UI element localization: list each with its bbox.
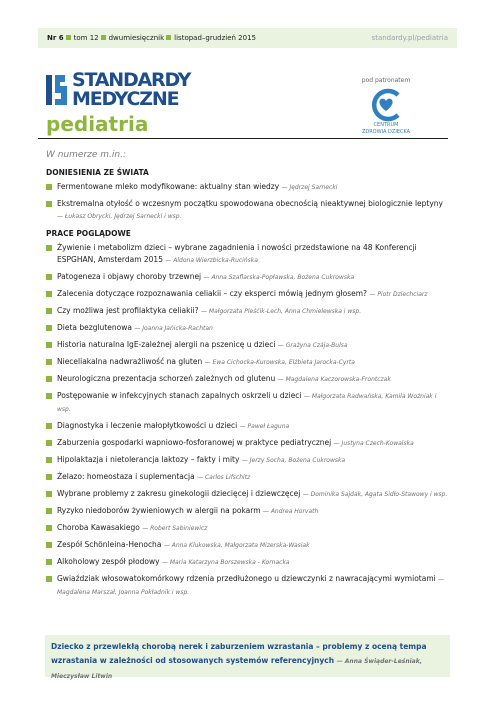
bullet-square-icon xyxy=(46,423,52,429)
featured-article-authors: — Anna Świąder-Leśniak, Mieczysław Litwin xyxy=(51,658,422,680)
section-heading: PRACE POGLĄDOWE xyxy=(46,229,131,238)
toc-item-authors: — Anna Szaflarska-Popławska, Bożena Cukrowska xyxy=(203,274,355,281)
toc-item[interactable] xyxy=(46,198,450,223)
toc-item[interactable] xyxy=(46,242,450,267)
bullet-square-icon xyxy=(46,274,52,280)
toc-item-title: Historia naturalna IgE-zależnej alergii na pszenicę u dzieci xyxy=(57,340,276,349)
journal-logo-icon xyxy=(46,73,68,107)
bullet-square-icon xyxy=(46,457,52,463)
section-heading: DONIESIENIA ZE ŚWIATA xyxy=(46,168,149,177)
toc-item-title: Alkoholowy zespół płodowy xyxy=(57,557,160,566)
bullet-square-icon xyxy=(46,325,52,331)
period: listopad–grudzień 2015 xyxy=(174,34,256,42)
toc-item[interactable] xyxy=(46,471,450,484)
bullet-square-icon xyxy=(46,525,52,531)
toc-item-title: Czy możliwa jest profilaktyka celiakii? xyxy=(57,306,199,315)
toc-item-title: Żywienie i metabolizm dzieci – wybrane zagadnienia i nowości przedstawione na 48 Konferencji ESPGHAN, Amsterdam 2015 xyxy=(57,243,417,264)
toc-item-title: Postępowanie w infekcyjnych stanach zapalnych oskrzeli u dzieci xyxy=(57,391,302,400)
toc-item-title: Ekstremalna otyłość o wczesnym początku spowodowana obecnością nieaktywnej biologicznie leptyny xyxy=(57,199,443,208)
toc-item[interactable] xyxy=(46,573,450,599)
toc-item-authors: — Joanna Jańicka-Rachtan xyxy=(134,325,213,332)
issue-number: Nr 6 xyxy=(47,34,64,42)
issue-info-bar xyxy=(38,28,457,48)
toc-item-title: Zespół Schönleina-Henocha xyxy=(57,540,162,549)
toc-item[interactable] xyxy=(46,539,450,552)
toc-item[interactable] xyxy=(46,522,450,535)
bullet-square-icon xyxy=(66,35,71,40)
toc-item[interactable] xyxy=(46,271,450,284)
bullet-square-icon xyxy=(46,342,52,348)
toc-item-title: Nieceliakalna nadwrażliwość na gluten xyxy=(57,357,203,366)
toc-item-title: Choroba Kawasakiego xyxy=(57,523,140,532)
toc-item-authors: — Jędrzej Sarnecki xyxy=(281,184,338,191)
patron-org-line2: ZDROWIA DZIECKA xyxy=(361,129,411,135)
bullet-square-icon xyxy=(46,559,52,565)
bullet-square-icon xyxy=(46,542,52,548)
toc-item-authors: — Małgorzata Radwańska, Kamila Woźniak i wsp. xyxy=(57,393,437,413)
toc-item-title: Zaburzenia gospodarki wapniowo-fosforanowej w praktyce pediatrycznej xyxy=(57,438,332,447)
toc-item-title: Gwiaździak włosowatokomórkowy rdzenia przedłużonego u dziewczynki z nawracającymi wymiotami xyxy=(57,574,436,583)
toc-item[interactable] xyxy=(46,556,450,569)
bullet-square-icon xyxy=(46,245,52,251)
bullet-square-icon xyxy=(46,491,52,497)
bullet-square-icon xyxy=(46,508,52,514)
toc-item-title: Żelazo: homeostaza i suplementacja xyxy=(57,472,195,481)
toc-item-authors: — Grażyna Czája-Bulsa xyxy=(277,342,348,349)
toc-item-authors: — Anna Klukowska, Małgorzata Mizerska-Wasiak xyxy=(163,542,310,549)
toc-item-authors: — Robert Sabiniewicz xyxy=(142,525,208,532)
bullet-square-icon xyxy=(46,291,52,297)
table-of-contents xyxy=(46,166,450,603)
frequency: dwumiesięcznik xyxy=(108,34,165,42)
toc-item-title: Neurologiczna prezentacja schorzeń zależnych od glutenu xyxy=(57,374,276,383)
bullet-square-icon xyxy=(46,576,52,582)
toc-item[interactable] xyxy=(46,454,450,467)
bullet-square-icon xyxy=(46,393,52,399)
toc-item[interactable] xyxy=(46,373,450,386)
patron-org-name xyxy=(352,122,420,136)
bullet-square-icon xyxy=(46,308,52,314)
bullet-square-icon xyxy=(46,359,52,365)
bullet-square-icon xyxy=(101,35,106,40)
header-divider xyxy=(38,138,448,139)
toc-item-authors: — Magdalena Marszał, Joanna Pokładnik i wsp. xyxy=(57,576,445,596)
toc-item-authors: — Maria Katarzyna Borszewska - Kornacka xyxy=(161,559,290,566)
toc-item-title: Fermentowane mleko modyfikowane: aktualny stan wiedzy xyxy=(57,182,280,191)
toc-item[interactable] xyxy=(46,322,450,335)
toc-item-title: Hipolaktazja i nietolerancja laktozy – fakty i mity xyxy=(57,455,240,464)
toc-item-authors: — Małgorzata Pleśćik-Lech, Anna Chmielewska i wsp. xyxy=(201,308,362,315)
featured-article[interactable] xyxy=(45,635,450,680)
volume: tom 12 xyxy=(73,34,99,42)
bullet-square-icon xyxy=(46,376,52,382)
toc-item-authors: — Ewa Cichocka-Kurowska, Elżbieta Jarocka-Cyrta xyxy=(204,359,355,366)
toc-item[interactable] xyxy=(46,420,450,433)
toc-item-title: Zalecenia dotyczące rozpoznawania celiakii – czy eksperci mówią jednym głosem? xyxy=(57,289,368,298)
toc-item-authors: — Paweł Łaguna xyxy=(239,423,290,430)
toc-item-authors: — Carlos Lifschitz xyxy=(197,474,251,481)
toc-item-authors: — Jerzy Socha, Bożena Cukrowska xyxy=(241,457,346,464)
issue-meta xyxy=(47,34,256,42)
toc-item-authors: — Andrea Horvath xyxy=(262,508,319,515)
toc-intro: W numerze m.in.: xyxy=(46,150,127,160)
toc-item[interactable] xyxy=(46,356,450,369)
toc-item-title: Ryzyko niedoborów żywieniowych w alergii na pokarm xyxy=(57,506,261,515)
journal-title-line2: MEDYCZNE xyxy=(72,88,179,110)
toc-item-authors: — Aldona Wierzbicka-Rucińska xyxy=(165,257,258,264)
toc-item-title: Wybrane problemy z zakresu ginekologii dziecięcej i dziewczęcej xyxy=(57,489,301,498)
journal-url[interactable]: standardy.pl/pediatria xyxy=(371,34,448,42)
toc-item-authors: — Łukasz Obrycki, Jędrzej Sarnecki i wsp. xyxy=(57,213,182,220)
patron-org-line1: CENTRUM xyxy=(373,122,399,128)
featured-article-text xyxy=(51,640,443,684)
toc-item[interactable] xyxy=(46,437,450,450)
toc-item-authors: — Piotr Dziechciarz xyxy=(369,291,428,298)
toc-item-title: Diagnostyka i leczenie małopłytkowości u dzieci xyxy=(57,421,238,430)
toc-item[interactable] xyxy=(46,288,450,301)
czd-logo-icon xyxy=(368,88,404,122)
toc-item-title: Dieta bezglutenowa xyxy=(57,323,132,332)
toc-item-authors: — Magdalena Kaczorowska-Frontczak xyxy=(277,376,391,383)
toc-item[interactable] xyxy=(46,488,450,501)
journal-subtitle: pediatria xyxy=(46,112,149,136)
toc-item[interactable] xyxy=(46,390,450,416)
toc-item-title: Patogeneza i objawy choroby trzewnej xyxy=(57,272,202,281)
bullet-square-icon xyxy=(46,184,52,190)
toc-item[interactable] xyxy=(46,181,450,194)
bullet-square-icon xyxy=(46,474,52,480)
toc-item-authors: — Dominika Sajdak, Agata Sidło-Stawowy i wsp. xyxy=(302,491,448,498)
bullet-square-icon xyxy=(46,201,52,207)
toc-item[interactable] xyxy=(46,339,450,352)
journal-title-line1: STANDARDY xyxy=(72,69,191,91)
toc-item[interactable] xyxy=(46,305,450,318)
toc-item[interactable] xyxy=(46,505,450,518)
featured-article-title: Dziecko z przewlekłą chorobą nerek i zaburzeniem wzrastania – problemy z oceną tempa wzrastania w zależności od stosowanych systemów referencyjnych xyxy=(51,642,427,665)
bullet-square-icon xyxy=(46,440,52,446)
patronage-label: pod patronatem xyxy=(361,77,411,84)
toc-item-authors: — Justyna Czech-Kowalska xyxy=(333,440,414,447)
bullet-square-icon xyxy=(166,35,171,40)
